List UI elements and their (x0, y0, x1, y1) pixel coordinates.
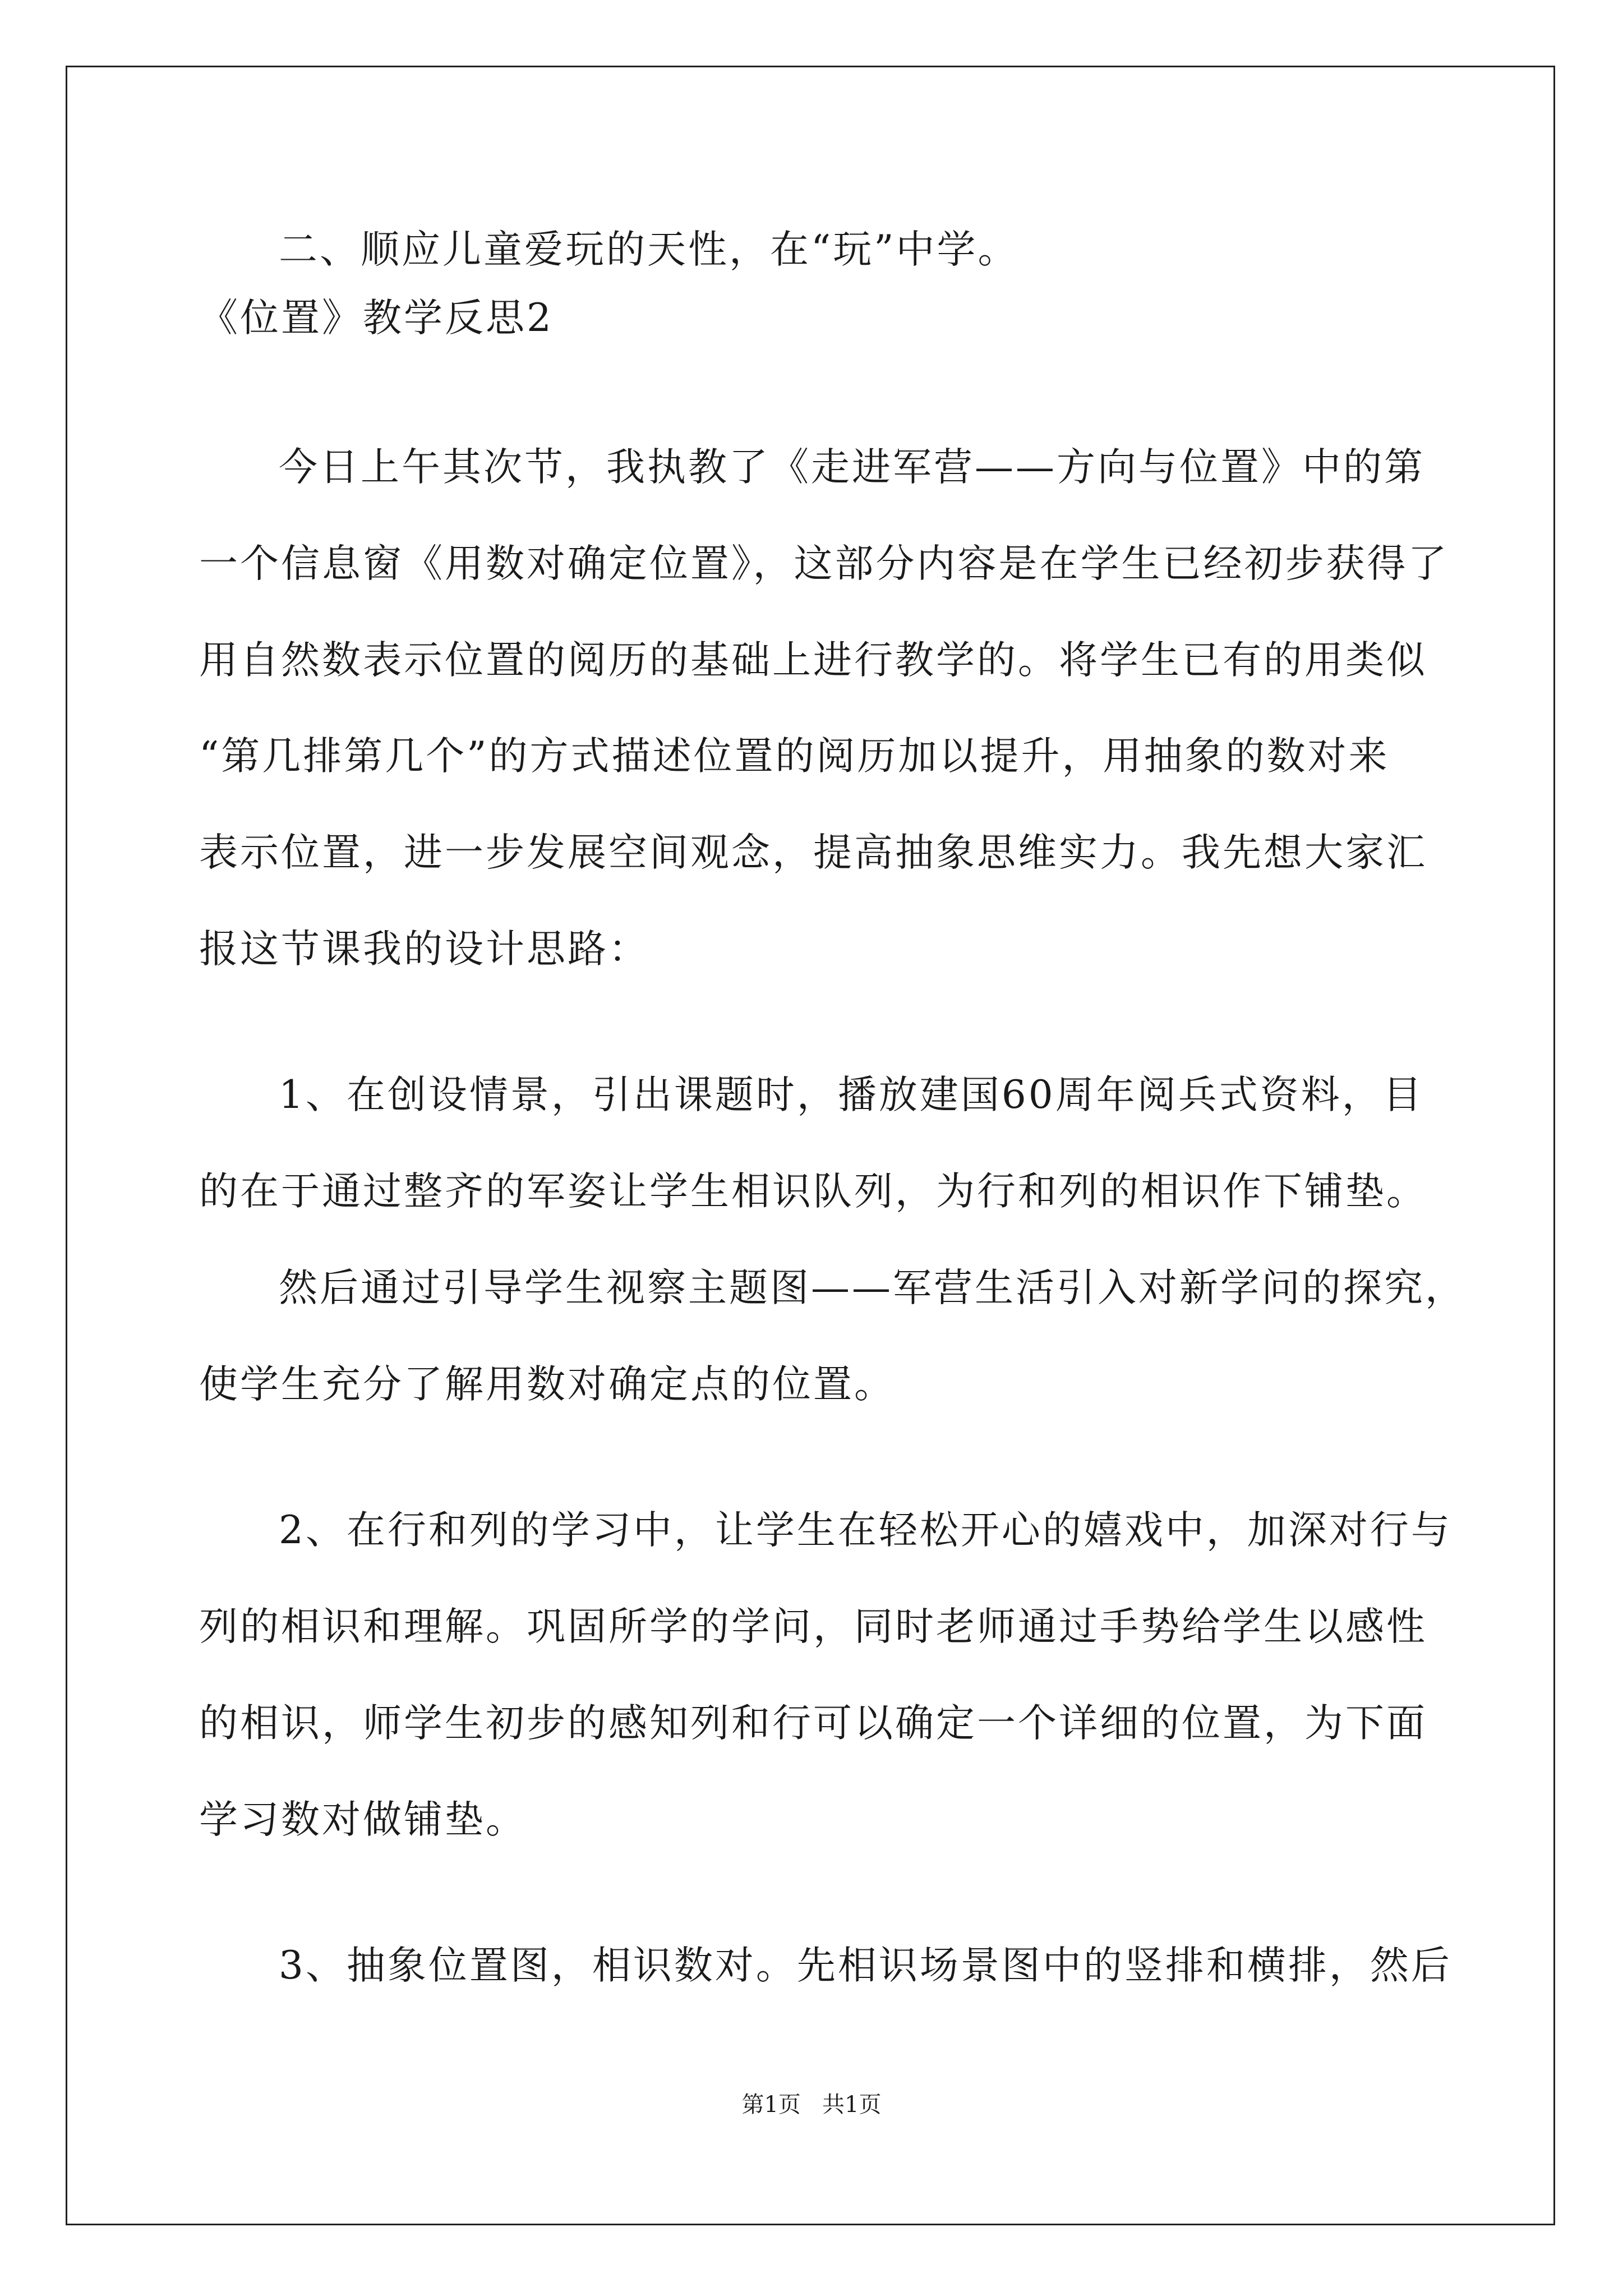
paragraph-line: 列的相识和理解。巩固所学的学问，同时老师通过手势给学生以感性 (199, 1604, 1427, 1649)
paragraph-line: 然后通过引导学生视察主题图——军营生活引入对新学问的探究， (279, 1266, 1466, 1310)
paragraph-line: 用自然数表示位置的阅历的基础上进行教学的。将学生已有的用类似 (199, 638, 1427, 683)
paragraph-line: “第几排第几个”的方式描述位置的阅历加以提升，用抽象的数对来 (199, 734, 1390, 779)
paragraph-line: 学习数对做铺垫。 (199, 1797, 527, 1842)
page-border (66, 66, 1555, 2225)
page-footer: 第1页 共1页 (741, 2092, 882, 2118)
paragraph-line: 二、顺应儿童爱玩的天性，在“玩”中学。 (279, 227, 1019, 272)
paragraph-line: 2、在行和列的学习中，让学生在轻松开心的嬉戏中，加深对行与 (279, 1508, 1452, 1553)
paragraph-line: 的在于通过整齐的军姿让学生相识队列，为行和列的相识作下铺垫。 (199, 1169, 1427, 1214)
paragraph-line: 的相识，师学生初步的感知列和行可以确定一个详细的位置，为下面 (199, 1701, 1427, 1746)
section-heading: 《位置》教学反思2 (199, 296, 554, 341)
paragraph-line: 1、在创设情景，引出课题时，播放建国60周年阅兵式资料，目 (279, 1073, 1424, 1117)
paragraph-line: 表示位置，进一步发展空间观念，提高抽象思维实力。我先想大家汇 (199, 830, 1427, 875)
paragraph-line: 报这节课我的设计思路： (199, 927, 649, 972)
paragraph-line: 今日上午其次节，我执教了《走进军营——方向与位置》中的第 (279, 445, 1425, 490)
paragraph-line: 3、抽象位置图，相识数对。先相识场景图中的竖排和横排，然后 (279, 1943, 1452, 1988)
paragraph-line: 一个信息窗《用数对确定位置》，这部分内容是在学生已经初步获得了 (199, 541, 1449, 586)
paragraph-line: 使学生充分了解用数对确定点的位置。 (199, 1362, 895, 1407)
